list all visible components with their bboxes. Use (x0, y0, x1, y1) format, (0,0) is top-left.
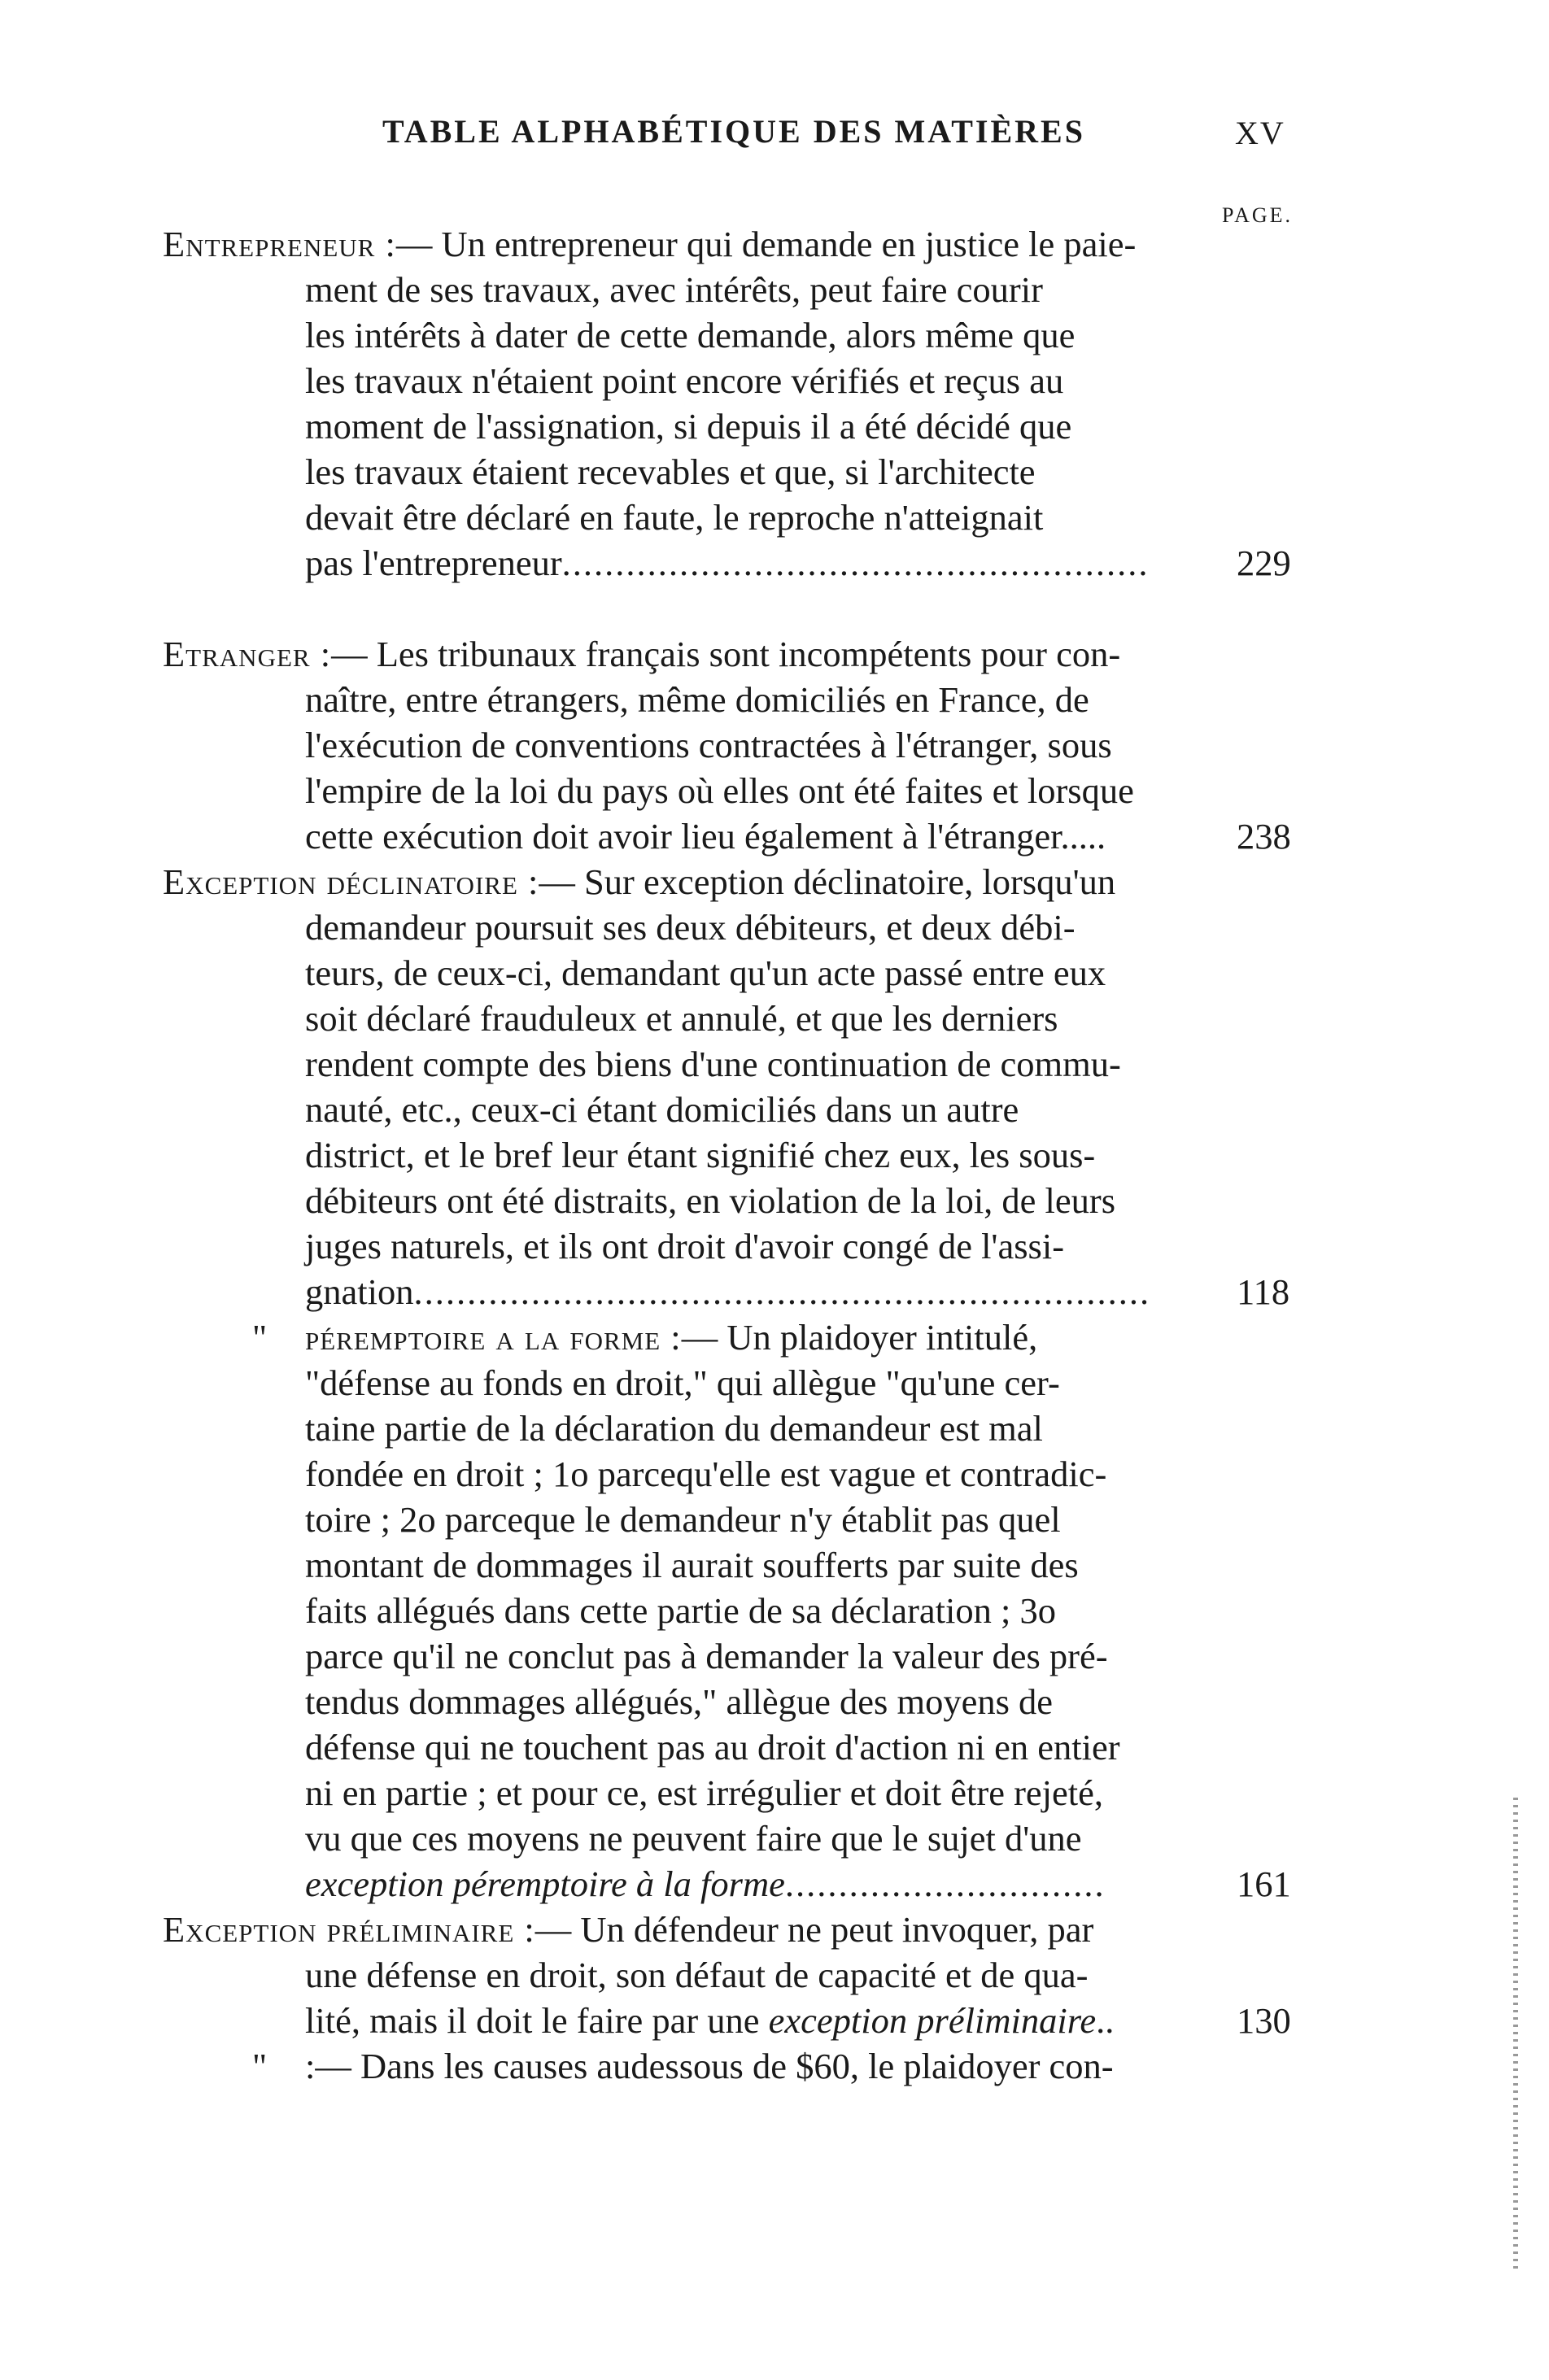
page-reference: 229 (1237, 543, 1291, 583)
entry-line: devait être déclaré en faute, le reproche n'atteignait (305, 497, 1044, 538)
entry-line: ni en partie ; et pour ce, est irrégulier et doit être rejeté, (305, 1772, 1104, 1813)
page-reference: 130 (1237, 2000, 1291, 2041)
entry-line: les travaux étaient recevables et que, si l'architecte (305, 451, 1036, 492)
entry-line: — Les tribunaux français sont incompétents pour con- (331, 634, 1121, 674)
entry-line: — Un entrepreneur qui demande en justice le paie- (395, 224, 1137, 264)
entry-line: les travaux n'étaient point encore vérifiés et reçus au (305, 360, 1064, 401)
index-subentry-continuation (163, 2043, 1318, 2089)
entry-line: l'exécution de conventions contractées à l'étranger, sous (305, 725, 1112, 765)
page-column-label: PAGE. (1222, 203, 1294, 227)
index-entry-entrepreneur: Entrepreneur :— Un entrepreneur qui demande en justice le paie- ment de ses travaux, avec intérêts, peut faire courir les intérêts à dater de cette demande, alors même que les travaux n'étaient point encore vérifiés et reçus au moment de l'assignation, si depuis il a été décidé que les travaux étaient recevables et que, si l'architecte devait être déclaré en faute, le reproche n'atteignait pas l'entrepreneur....................................................... 229 (163, 221, 1318, 631)
entry-line: nauté, etc., ceux-ci étant domiciliés dans un autre (305, 1089, 1019, 1130)
entry-heading: Etranger : (163, 634, 332, 674)
entry-line: l'empire de la loi du pays où elles ont été faites et lorsque (305, 770, 1134, 811)
entry-line: montant de dommages il aurait soufferts par suite des (305, 1545, 1079, 1585)
entry-line: moment de l'assignation, si depuis il a été décidé que (305, 406, 1072, 447)
page-reference: 161 (1237, 1863, 1291, 1904)
entry-line: ment de ses travaux, avec intérêts, peut faire courir (305, 269, 1043, 310)
entry-line: rendent compte des biens d'une continuation de commu- (305, 1044, 1121, 1084)
entry-line: juges naturels, et ils ont droit d'avoir congé de l'assi- (305, 1226, 1065, 1266)
entry-line: toire ; 2o parceque le demandeur n'y établit pas quel (305, 1499, 1061, 1540)
entry-line: taine partie de la déclaration du demandeur est mal (305, 1408, 1043, 1449)
entry-heading: Exception déclinatoire : (163, 861, 539, 902)
entry-line: naître, entre étrangers, même domiciliés en France, de (305, 679, 1089, 720)
entry-line: — Un défendeur ne peut invoquer, par (535, 1909, 1094, 1950)
index-entry-exception-preliminaire: Exception préliminaire :— Un défendeur ne peut invoquer, par une défense en droit, son défaut de capacité et de qua- lité, mais il doit le faire par une exception préliminaire.. 130 (163, 1907, 1318, 2043)
scan-edge-artifact (1513, 1798, 1518, 2269)
index-content (163, 221, 1318, 2089)
ditto-mark: " (252, 2046, 268, 2086)
entry-line: lité, mais il doit le faire par une (305, 2000, 760, 2041)
entry-line: — Un plaidoyer intitulé, (681, 1317, 1038, 1358)
running-head-title: TABLE ALPHABÉTIQUE DES MATIÈRES (382, 113, 1085, 150)
entry-line: les intérêts à dater de cette demande, alors même que (305, 315, 1076, 355)
entry-heading: Entrepreneur : (163, 224, 396, 264)
entry-line: vu que ces moyens ne peuvent faire que le sujet d'une (305, 1818, 1082, 1859)
index-subentry-peremptoire: " péremptoire a la forme :— Un plaidoyer intitulé, "défense au fonds en droit," qui allègue "qu'une cer- taine partie de la déclaration du demandeur est mal fondée en droit ; 1o parcequ'elle est vague et contradic- toire ; 2o parceque le demandeur n'y établit pas quel montant de dommages il aurait soufferts par suite des faits allégués dans cette partie de sa déclaration ; 3o parce qu'il ne conclut pas à demander la valeur des pré- tendus dommages allégués," allègue des moyens de défense qui ne touchent pas au droit d'action ni en entier ni en partie ; et pour ce, est irrégulier et doit être rejeté, vu que ces moyens ne peuvent faire que le sujet d'une exception péremptoire à la forme.............................. 161 (163, 1314, 1318, 1907)
entry-heading: Exception préliminaire : (163, 1909, 535, 1950)
entry-line: fondée en droit ; 1o parcequ'elle est vague et contradic- (305, 1454, 1107, 1494)
entry-line: :— Dans les causes audessous de $60, le plaidoyer con- (305, 2046, 1114, 2086)
entry-line: demandeur poursuit ses deux débiteurs, et deux débi- (305, 907, 1076, 948)
entry-line: cette exécution doit avoir lieu également à l'étranger..... (305, 816, 1106, 857)
entry-line: "défense au fonds en droit," qui allègue "qu'une cer- (305, 1362, 1060, 1403)
page-reference: 238 (1237, 816, 1291, 857)
entry-line: faits allégués dans cette partie de sa déclaration ; 3o (305, 1590, 1056, 1631)
index-entry-exception-declinatoire: Exception déclinatoire :— Sur exception déclinatoire, lorsqu'un demandeur poursuit ses deux débiteurs, et deux débi- teurs, de ceux-ci, demandant qu'un acte passé entre eux soit déclaré frauduleux et annulé, et que les derniers rendent compte des biens d'une continuation de commu- nauté, etc., ceux-ci étant domiciliés dans un autre district, et le bref leur étant signifié chez eux, les sous- débiteurs ont été distraits, en violation de la loi, de leurs juges naturels, et ils ont droit d'avoir congé de l'assi- gnation..................................................................... 118 (163, 859, 1318, 1314)
entry-heading: péremptoire a la forme : (305, 1317, 682, 1358)
ditto-mark: " (252, 1317, 268, 1358)
entry-line: tendus dommages allégués," allègue des moyens de (305, 1681, 1054, 1722)
index-entry-etranger (163, 631, 1318, 859)
entry-line: soit déclaré frauduleux et annulé, et que les derniers (305, 998, 1058, 1039)
entry-line-italic: exception péremptoire à la forme (305, 1863, 785, 1904)
entry-line: défense qui ne touchent pas au droit d'action ni en entier (305, 1727, 1120, 1768)
entry-line: une défense en droit, son défaut de capacité et de qua- (305, 1955, 1089, 1995)
entry-line: pas l'entrepreneur (305, 543, 562, 583)
entry-line: teurs, de ceux-ci, demandant qu'un acte passé entre eux (305, 952, 1106, 993)
entry-line: débiteurs ont été distraits, en violation de la loi, de leurs (305, 1180, 1116, 1221)
entry-line-italic: exception préliminaire (768, 2000, 1097, 2041)
page-number: XV (1235, 115, 1285, 151)
entry-line: gnation (305, 1271, 414, 1312)
entry-line: district, et le bref leur étant signifié chez eux, les sous- (305, 1135, 1096, 1175)
page-reference: 118 (1237, 1271, 1290, 1312)
entry-line: — Sur exception déclinatoire, lorsqu'un (539, 861, 1116, 902)
entry-line: parce qu'il ne conclut pas à demander la valeur des pré- (305, 1636, 1108, 1676)
